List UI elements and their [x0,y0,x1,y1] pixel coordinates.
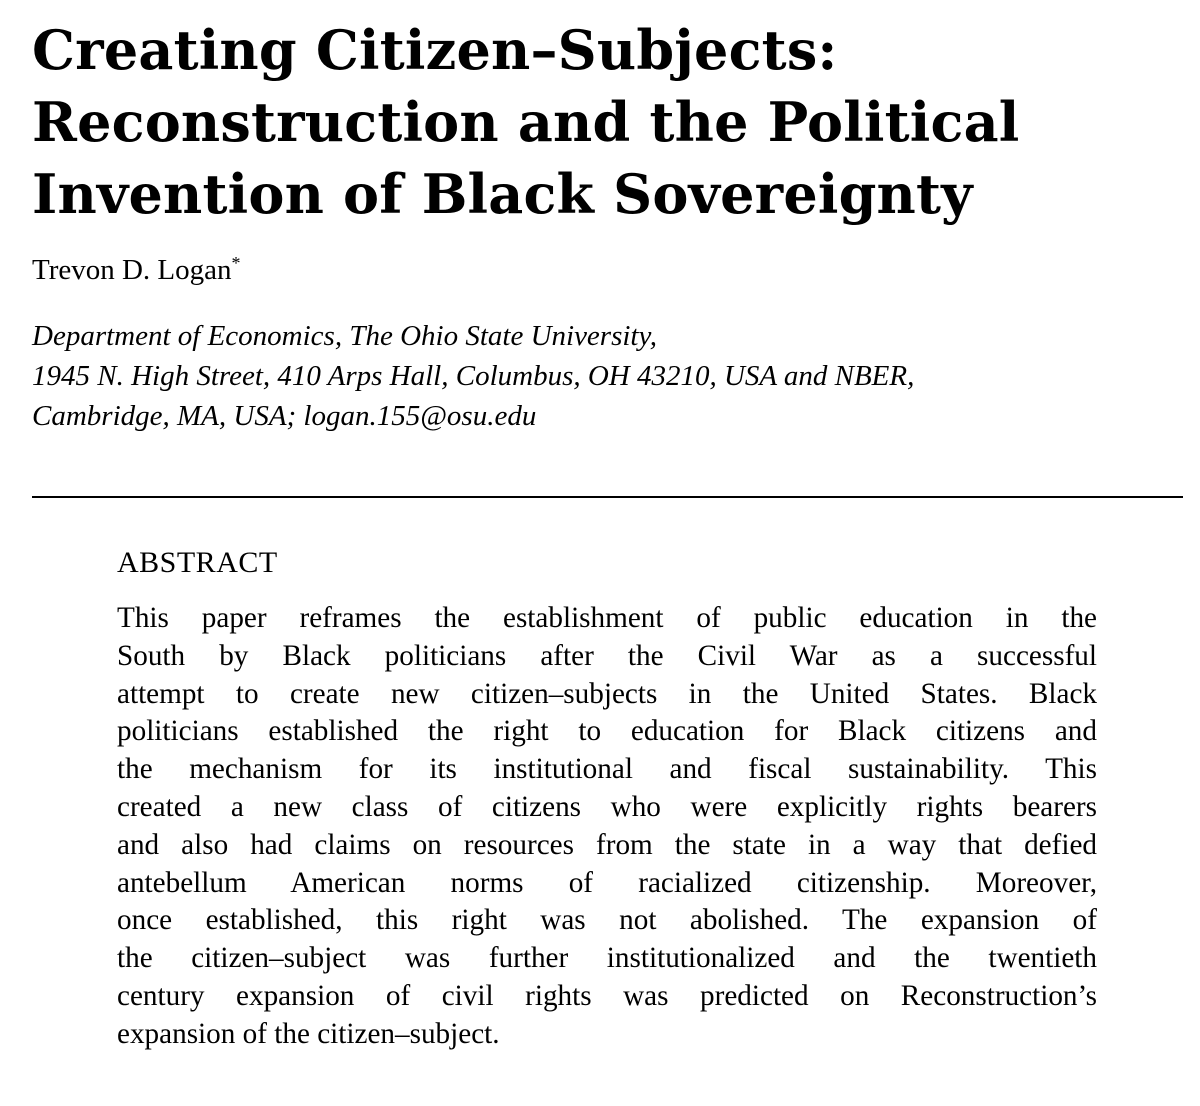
affiliation-line-2: 1945 N. High Street, 410 Arps Hall, Columbus, OH 43210, USA and NBER, [32,360,915,392]
abstract-line: and also had claims on resources from the state in a way that defied [117,828,1097,861]
title-line-3: Invention of Black Sovereignty [32,162,973,226]
author-affiliation [32,316,1192,436]
affiliation-line-1: Department of Economics, The Ohio State University, [32,320,658,352]
abstract-line: the mechanism for its institutional and fiscal sustainability. This [117,753,1097,786]
abstract-line: the citizen–subject was further institutionalized and the twentieth [117,942,1097,975]
abstract-line: South by Black politicians after the Civil War as a successful [117,639,1097,672]
affiliation-line-3: Cambridge, MA, USA; logan.155@osu.edu [32,400,537,432]
abstract-line: created a new class of citizens who were explicitly rights bearers [117,790,1097,823]
horizontal-rule [32,496,1183,498]
author-name: Trevon D. Logan [32,254,232,286]
author-footnote-mark: * [231,253,241,273]
abstract-line: politicians established the right to education for Black citizens and [117,715,1097,748]
abstract-line: century expansion of civil rights was predicted on Reconstruction’s [117,979,1097,1012]
abstract-body [117,600,1097,1054]
author-line [32,252,241,288]
abstract-line: attempt to create new citizen–subjects in the United States. Black [117,677,1097,710]
paper-title [32,14,1152,230]
title-line-1: Creating Citizen–Subjects: [32,18,838,82]
title-line-2: Reconstruction and the Political [32,90,1020,154]
abstract-line: antebellum American norms of racialized citizenship. Moreover, [117,866,1097,899]
abstract-heading: ABSTRACT [117,546,278,579]
abstract-line: once established, this right was not abolished. The expansion of [117,904,1097,937]
abstract-line: expansion of the citizen–subject. [117,1017,500,1050]
abstract-line: This paper reframes the establishment of public education in the [117,602,1097,634]
